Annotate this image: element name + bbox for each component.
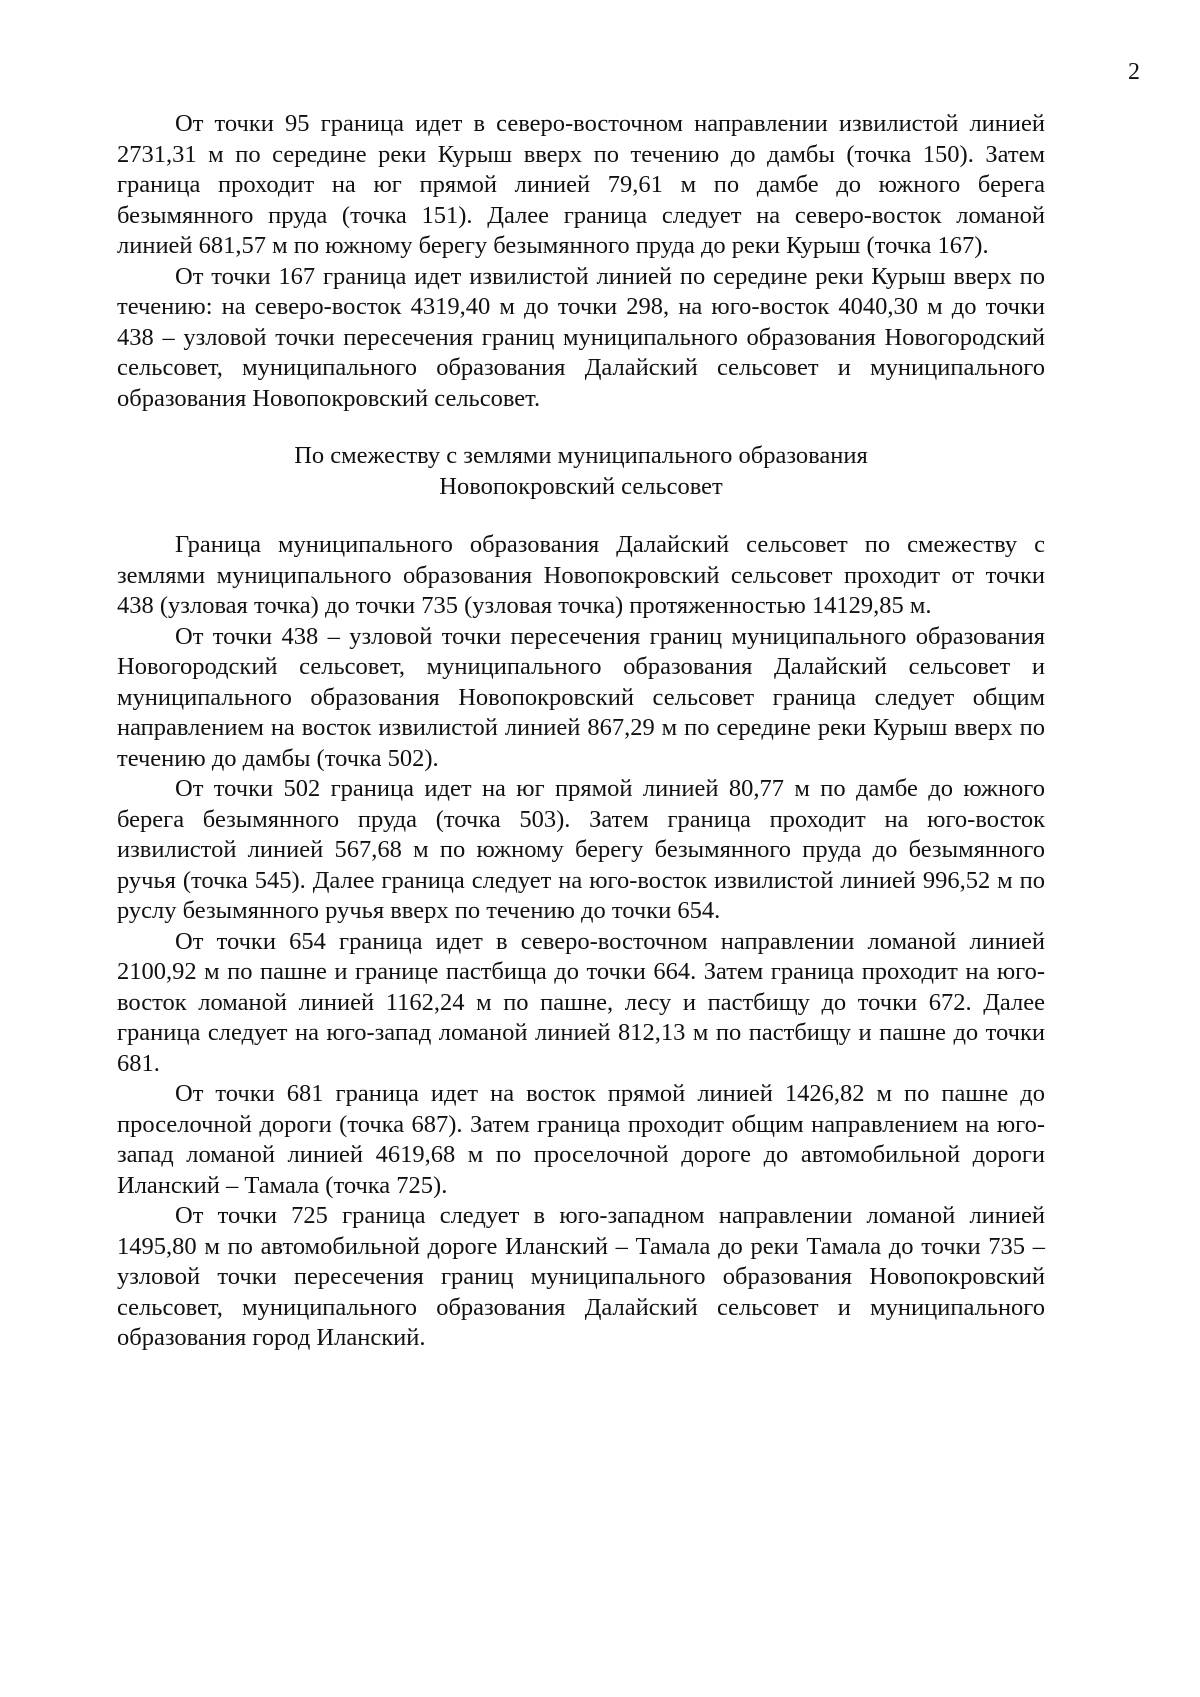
paragraph: От точки 95 граница идет в северо-восточном направлении извилистой линией 2731,31 м по середине реки Курыш вверх по течению до дамбы (точка 150). Затем граница проходит на юг прямой линией 79,61 м по дамбе до южного берега безымянного пруда (точка 151). Далее граница следует на северо-восток ломаной линией 681,57 м по южному берегу безымянного пруда до реки Курыш (точка 167).: [117, 110, 1045, 259]
paragraph: От точки 438 – узловой точки пересечения границ муниципального образования Новогородский сельсовет, муниципального образования Далайский сельсовет и муниципального образования Новопокровский сельсовет граница следует общим направлением на восток извилистой линией 867,29 м по середине реки Курыш вверх по течению до дамбы (точка 502).: [117, 622, 1045, 772]
section-2-text: [117, 530, 1045, 1354]
paragraph: Граница муниципального образования Далайский сельсовет по смежеству с землями муниципального образования Новопокровский сельсовет проходит от точки 438 (узловая точка) до точки 735 (узловая точка) протяженностью 14129,85 м.: [117, 531, 1045, 619]
paragraph: От точки 502 граница идет на юг прямой линией 80,77 м по дамбе до южного берега безымянного пруда (точка 503). Затем граница проходит на юго-восток извилистой линией 567,68 м по южному берегу безымянного пруда до безымянного ручья (точка 545). Далее граница следует на юго-восток извилистой линией 996,52 м по руслу безымянного ручья вверх по течению до точки 654.: [117, 775, 1045, 924]
paragraph: От точки 654 граница идет в северо-восточном направлении ломаной линией 2100,92 м по пашне и границе пастбища до точки 664. Затем граница проходит на юго-восток ломаной линией 1162,24 м по пашне, лесу и пастбищу до точки 672. Далее граница следует на юго-запад ломаной линией 812,13 м по пастбищу и пашне до точки 681.: [117, 927, 1045, 1077]
paragraph: От точки 167 граница идет извилистой линией по середине реки Курыш вверх по течению: на северо-восток 4319,40 м до точки 298, на юго-восток 4040,30 м до точки 438 – узловой точки пересечения границ муниципального образования Новогородский сельсовет, муниципального образования Далайский сельсовет и муниципального образования Новопокровский сельсовет.: [117, 262, 1045, 412]
paragraph: От точки 725 граница следует в юго-западном направлении ломаной линией 1495,80 м по автомобильной дороге Иланский – Тамала до реки Тамала до точки 735 – узловой точки пересечения границ муниципального образования Новопокровский сельсовет, муниципального образования Далайский сельсовет и муниципального образования город Иланский.: [117, 1202, 1045, 1351]
section-heading-line-1: По смежеству с землями муниципального образования: [294, 442, 868, 469]
paragraph: От точки 681 граница идет на восток прямой линией 1426,82 м по пашне до проселочной дороги (точка 687). Затем граница проходит общим направлением на юго-запад ломаной линией 4619,68 м по проселочной дороге до автомобильной дороги Иланский – Тамала (точка 725).: [117, 1080, 1045, 1199]
section-heading-line-2: Новопокровский сельсовет: [439, 472, 723, 500]
section-heading: [117, 441, 1045, 502]
section-1-text: [117, 109, 1045, 414]
page-number: 2: [1128, 59, 1140, 85]
